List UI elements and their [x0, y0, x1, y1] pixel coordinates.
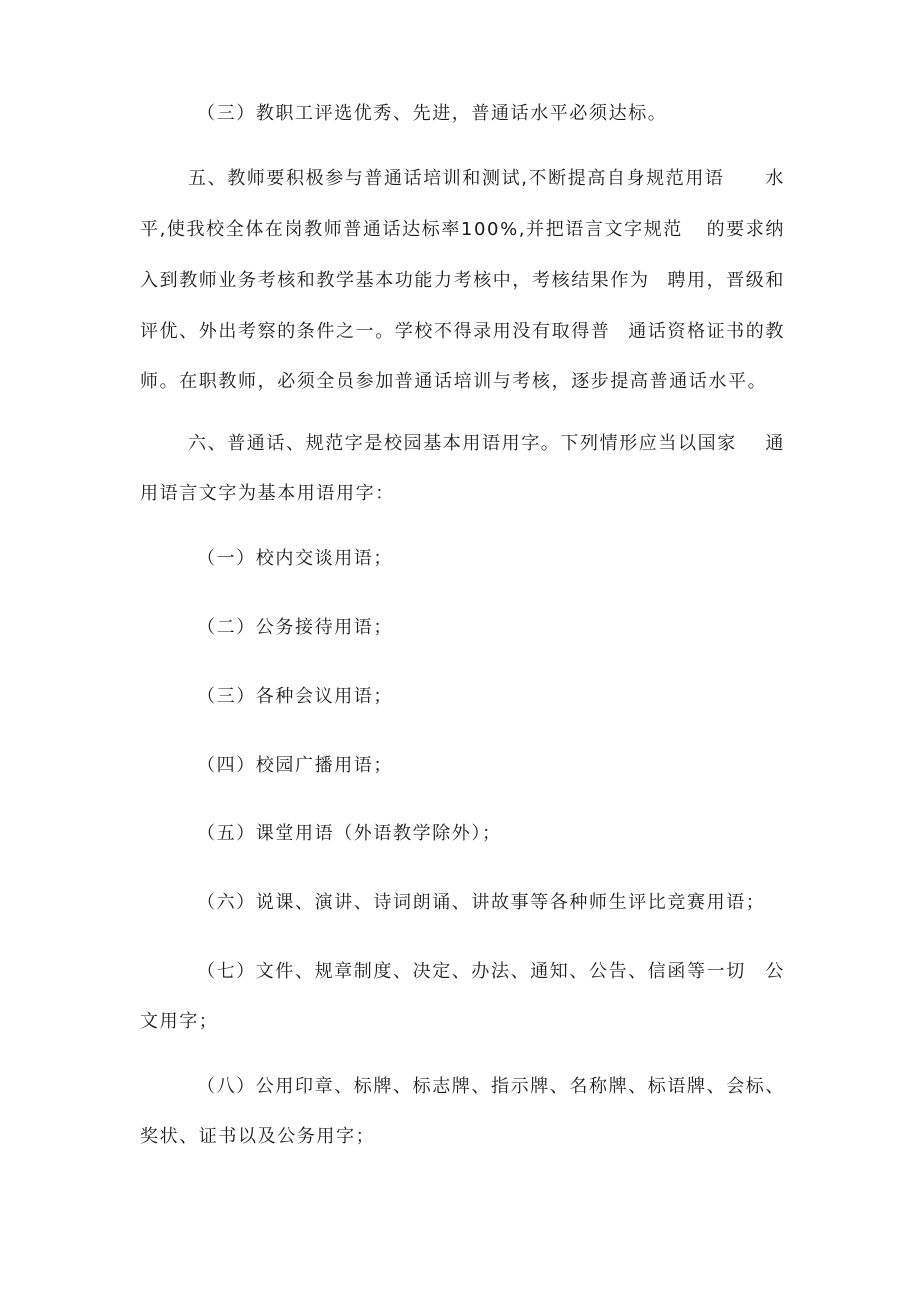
paragraph-5-line-4-text: 评优、外出考察的条件之一。学校不得录用没有取得普	[140, 321, 611, 342]
paragraph-5-line-3-end: 聘用，晋级和	[667, 270, 785, 291]
paragraph-6-line-1	[188, 432, 785, 456]
list-item-8-line-1	[197, 1075, 785, 1099]
paragraph-6-line-2: 用语言文字为基本用语用字：	[140, 483, 395, 504]
paragraph-5-line-1	[188, 167, 785, 191]
list-item-7-line-2: 文用字；	[140, 1011, 219, 1032]
list-item-8-line-1-text: （八）公用印章、标牌、标志牌、指示牌、名称牌、标语牌、会	[197, 1076, 746, 1097]
paragraph-5-line-2-text: 平,使我校全体在岗教师普通话达标率100%,并把语言文字规范	[140, 219, 683, 240]
paragraph-5-line-1-end: 水	[765, 168, 785, 189]
list-item-8-line-2: 奖状、证书以及公务用字；	[140, 1126, 376, 1147]
paragraph-5-line-4-end: 通话资格证书的教	[628, 321, 785, 342]
paragraph-item-3-teacher-awards: （三）教职工评选优秀、先进，普通话水平必须达标。	[197, 103, 668, 124]
list-item-7-line-1-end: 公	[765, 961, 785, 982]
list-item-5: （五）课堂用语（外语教学除外）；	[197, 823, 502, 844]
list-item-7-line-1-text: （七）文件、规章制度、决定、办法、通知、公告、信函等一切	[197, 961, 746, 982]
list-item-7-line-1	[197, 960, 785, 984]
paragraph-5-line-2	[140, 218, 785, 242]
list-item-8-line-1-end: 标、	[745, 1076, 785, 1097]
list-item-6: （六）说课、演讲、诗词朗诵、讲故事等各种师生评比竞赛用语；	[197, 892, 766, 913]
paragraph-6-line-1-end: 通	[765, 433, 785, 454]
list-item-4: （四）校园广播用语；	[197, 755, 393, 776]
paragraph-5-line-3	[140, 269, 785, 293]
paragraph-5-line-5: 师。在职教师，必须全员参加普通话培训与考核，逐步提高普通话水平。	[140, 371, 768, 392]
list-item-3: （三）各种会议用语；	[197, 686, 393, 707]
list-item-1: （一）校内交谈用语；	[197, 548, 393, 569]
paragraph-6-line-1-text: 六、普通话、规范字是校园基本用语用字。下列情形应当以国家	[188, 433, 737, 454]
list-item-2: （二）公务接待用语；	[197, 617, 393, 638]
paragraph-5-line-2-end: 的要求纳	[706, 219, 785, 240]
paragraph-5-line-3-text: 入到教师业务考核和教学基本功能力考核中，考核结果作为	[140, 270, 650, 291]
paragraph-5-line-1-text: 五、教师要积极参与普通话培训和测试,不断提高自身规范用语	[188, 168, 725, 189]
paragraph-5-line-4	[140, 320, 785, 344]
